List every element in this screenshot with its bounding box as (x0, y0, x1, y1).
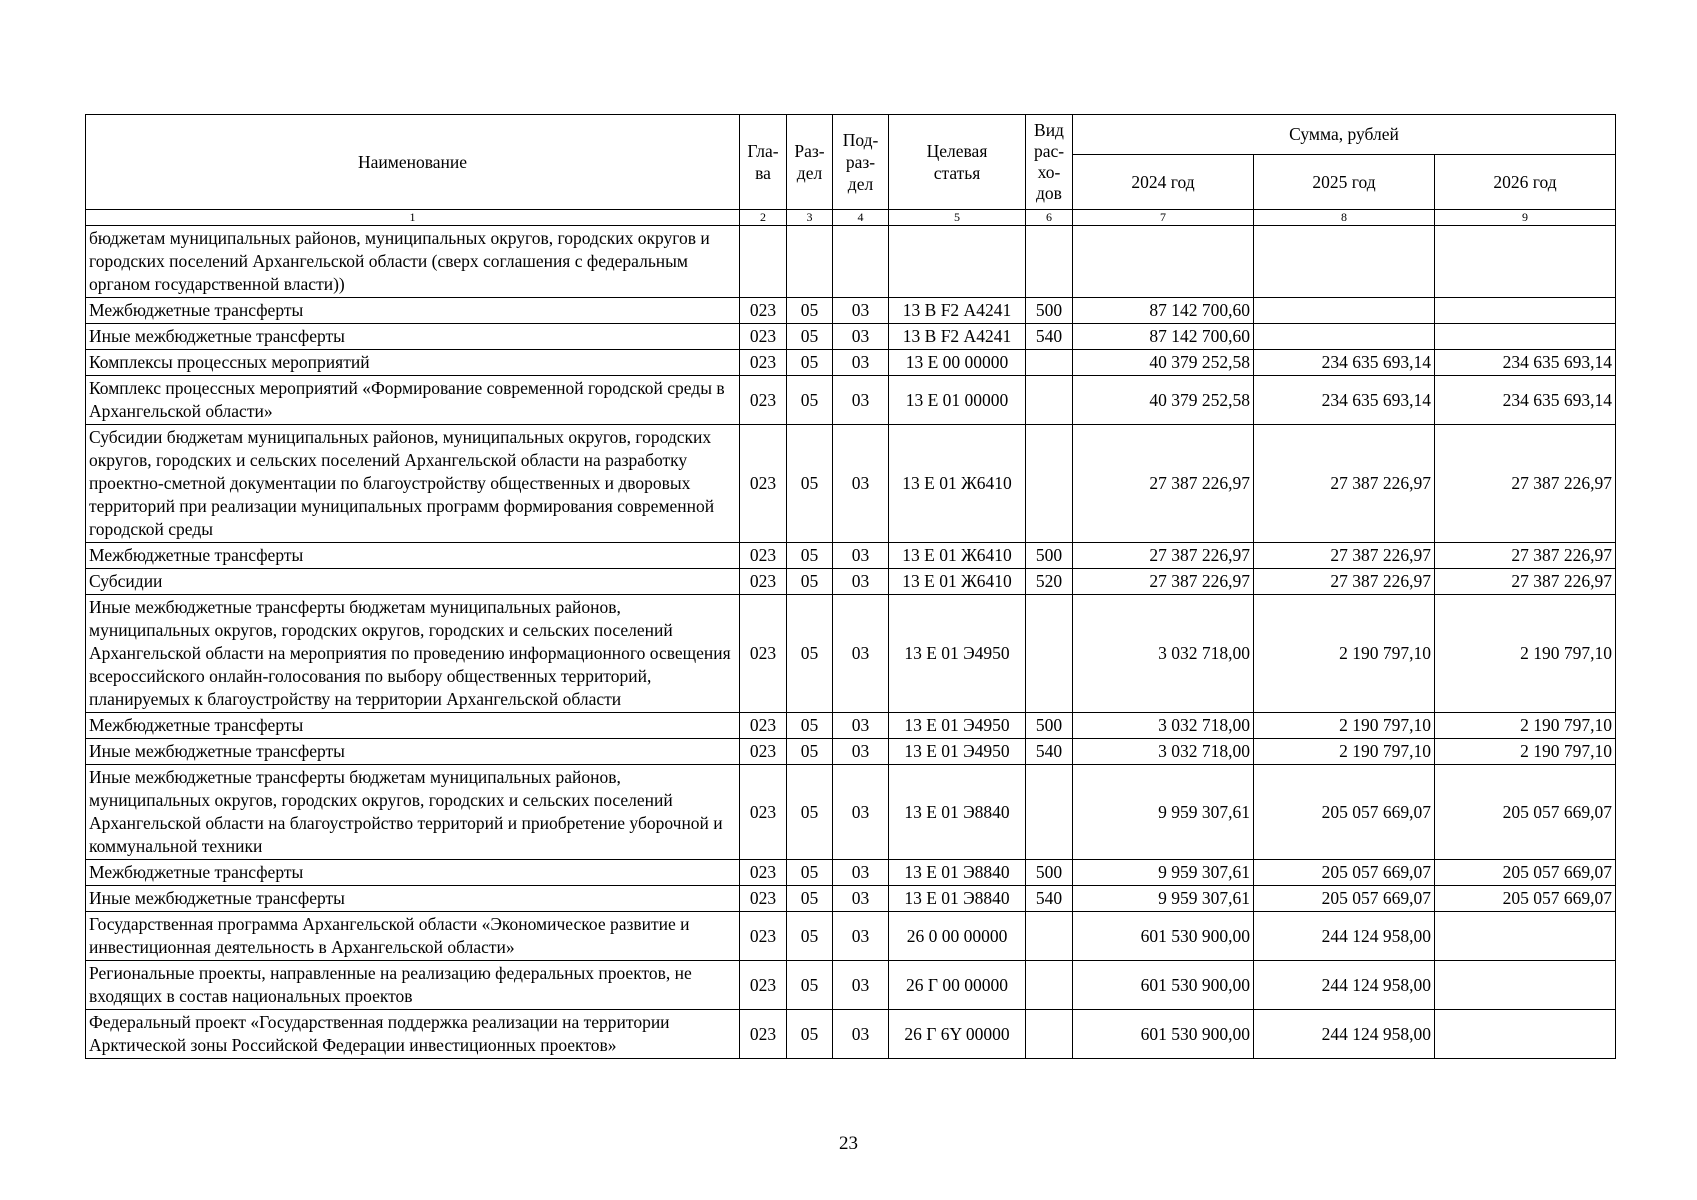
row-name: Межбюджетные трансферты (86, 713, 740, 739)
row-glava: 023 (740, 569, 787, 595)
header-year-2024: 2024 год (1073, 155, 1254, 210)
col-num: 6 (1026, 210, 1073, 226)
row-target: 13 Е 01 Э8840 (889, 860, 1026, 886)
row-glava: 023 (740, 886, 787, 912)
row-sum-2024: 27 387 226,97 (1073, 425, 1254, 543)
row-sum-2025: 205 057 669,07 (1254, 886, 1435, 912)
row-sum-2026: 205 057 669,07 (1435, 860, 1616, 886)
table-row (86, 713, 1616, 739)
col-num: 1 (86, 210, 740, 226)
row-target: 13 Е 01 Э4950 (889, 739, 1026, 765)
row-razdel: 05 (787, 569, 833, 595)
row-vid: 500 (1026, 298, 1073, 324)
row-sum-2024: 40 379 252,58 (1073, 350, 1254, 376)
row-podrazdel: 03 (833, 713, 889, 739)
row-vid (1026, 961, 1073, 1010)
row-sum-2026: 2 190 797,10 (1435, 739, 1616, 765)
row-glava: 023 (740, 543, 787, 569)
row-podrazdel: 03 (833, 350, 889, 376)
row-podrazdel: 03 (833, 569, 889, 595)
row-sum-2024: 3 032 718,00 (1073, 595, 1254, 713)
row-name: Межбюджетные трансферты (86, 298, 740, 324)
row-sum-2026: 2 190 797,10 (1435, 713, 1616, 739)
row-razdel: 05 (787, 350, 833, 376)
header-target: Целевая статья (889, 115, 1026, 210)
row-target: 13 Е 01 Э8840 (889, 765, 1026, 860)
row-razdel: 05 (787, 912, 833, 961)
row-podrazdel: 03 (833, 860, 889, 886)
table-row (86, 350, 1616, 376)
col-num: 2 (740, 210, 787, 226)
row-glava: 023 (740, 860, 787, 886)
row-sum-2024: 9 959 307,61 (1073, 765, 1254, 860)
row-sum-2025: 205 057 669,07 (1254, 860, 1435, 886)
row-name: Государственная программа Архангельской области «Экономическое развитие и инвестиционная деятельность в Архангельской области» (86, 912, 740, 961)
row-razdel: 05 (787, 886, 833, 912)
row-vid (1026, 595, 1073, 713)
row-podrazdel: 03 (833, 765, 889, 860)
row-name: Федеральный проект «Государственная поддержка реализации на территории Арктической зоны Российской Федерации инвестиционных проектов» (86, 1010, 740, 1059)
row-glava (740, 226, 787, 298)
table-row (86, 298, 1616, 324)
row-glava: 023 (740, 961, 787, 1010)
row-glava: 023 (740, 425, 787, 543)
row-name: Межбюджетные трансферты (86, 543, 740, 569)
row-sum-2026 (1435, 324, 1616, 350)
row-sum-2025: 244 124 958,00 (1254, 961, 1435, 1010)
row-name: Иные межбюджетные трансферты (86, 324, 740, 350)
row-sum-2026 (1435, 298, 1616, 324)
table-row (86, 425, 1616, 543)
row-sum-2025 (1254, 298, 1435, 324)
row-name: бюджетам муниципальных районов, муниципальных округов, городских округов и городских поселений Архангельской области (сверх соглашения с федеральным органом государственной власти)) (86, 226, 740, 298)
row-razdel: 05 (787, 1010, 833, 1059)
row-podrazdel: 03 (833, 886, 889, 912)
table-body (86, 226, 1616, 1059)
row-vid: 520 (1026, 569, 1073, 595)
row-razdel: 05 (787, 298, 833, 324)
row-sum-2024: 27 387 226,97 (1073, 543, 1254, 569)
row-name: Иные межбюджетные трансферты бюджетам муниципальных районов, муниципальных округов, городских округов, городских и сельских поселений Архангельской области на мероприятия по проведению информационного освещения всероссийского онлайн-голосования по выбору общественных территорий, планируемых к благоустройству на территории Архангельской области (86, 595, 740, 713)
row-target: 13 В F2 А4241 (889, 298, 1026, 324)
table-row (86, 1010, 1616, 1059)
row-vid: 500 (1026, 860, 1073, 886)
row-vid: 540 (1026, 739, 1073, 765)
row-glava: 023 (740, 350, 787, 376)
row-sum-2026: 205 057 669,07 (1435, 886, 1616, 912)
table-row (86, 376, 1616, 425)
row-sum-2024: 87 142 700,60 (1073, 298, 1254, 324)
col-num: 5 (889, 210, 1026, 226)
row-sum-2025: 244 124 958,00 (1254, 1010, 1435, 1059)
row-sum-2026 (1435, 226, 1616, 298)
row-vid: 540 (1026, 886, 1073, 912)
row-sum-2026 (1435, 912, 1616, 961)
row-sum-2025: 234 635 693,14 (1254, 350, 1435, 376)
header-vid: Вид рас- хо- дов (1026, 115, 1073, 210)
row-glava: 023 (740, 298, 787, 324)
row-name: Региональные проекты, направленные на реализацию федеральных проектов, не входящих в состав национальных проектов (86, 961, 740, 1010)
row-vid: 500 (1026, 713, 1073, 739)
row-razdel: 05 (787, 324, 833, 350)
row-name: Комплекс процессных мероприятий «Формирование современной городской среды в Архангельской области» (86, 376, 740, 425)
row-sum-2024 (1073, 226, 1254, 298)
row-name: Межбюджетные трансферты (86, 860, 740, 886)
row-razdel: 05 (787, 595, 833, 713)
page-number: 23 (839, 1133, 858, 1154)
row-razdel: 05 (787, 739, 833, 765)
col-num: 4 (833, 210, 889, 226)
row-name: Иные межбюджетные трансферты (86, 886, 740, 912)
row-sum-2025: 2 190 797,10 (1254, 595, 1435, 713)
row-razdel: 05 (787, 765, 833, 860)
table-row (86, 860, 1616, 886)
row-glava: 023 (740, 912, 787, 961)
row-podrazdel: 03 (833, 961, 889, 1010)
row-glava: 023 (740, 324, 787, 350)
budget-table (85, 114, 1616, 1059)
table-row (86, 226, 1616, 298)
row-vid (1026, 1010, 1073, 1059)
row-target: 13 Е 01 Э8840 (889, 886, 1026, 912)
row-vid (1026, 350, 1073, 376)
row-podrazdel: 03 (833, 324, 889, 350)
row-target: 26 Г 6Y 00000 (889, 1010, 1026, 1059)
row-sum-2024: 601 530 900,00 (1073, 912, 1254, 961)
row-vid (1026, 765, 1073, 860)
row-glava: 023 (740, 713, 787, 739)
row-name: Субсидии (86, 569, 740, 595)
row-podrazdel: 03 (833, 298, 889, 324)
row-sum-2026 (1435, 961, 1616, 1010)
row-sum-2026: 27 387 226,97 (1435, 543, 1616, 569)
header-razdel: Раз- дел (787, 115, 833, 210)
row-razdel: 05 (787, 961, 833, 1010)
header-glava: Гла- ва (740, 115, 787, 210)
row-sum-2025: 234 635 693,14 (1254, 376, 1435, 425)
row-sum-2026: 234 635 693,14 (1435, 376, 1616, 425)
row-sum-2025: 205 057 669,07 (1254, 765, 1435, 860)
row-podrazdel: 03 (833, 376, 889, 425)
row-glava: 023 (740, 376, 787, 425)
col-num: 8 (1254, 210, 1435, 226)
row-vid: 500 (1026, 543, 1073, 569)
row-glava: 023 (740, 739, 787, 765)
row-podrazdel (833, 226, 889, 298)
row-vid: 540 (1026, 324, 1073, 350)
row-sum-2024: 87 142 700,60 (1073, 324, 1254, 350)
row-sum-2026: 234 635 693,14 (1435, 350, 1616, 376)
col-num: 3 (787, 210, 833, 226)
row-target: 26 0 00 00000 (889, 912, 1026, 961)
row-sum-2026: 205 057 669,07 (1435, 765, 1616, 860)
row-sum-2025 (1254, 226, 1435, 298)
row-sum-2026: 27 387 226,97 (1435, 569, 1616, 595)
row-name: Иные межбюджетные трансферты (86, 739, 740, 765)
header-name: Наименование (86, 115, 740, 210)
row-name: Иные межбюджетные трансферты бюджетам муниципальных районов, муниципальных округов, городских округов, городских и сельских поселений Архангельской области на благоустройство территорий и приобретение уборочной и коммунальной техники (86, 765, 740, 860)
table-row (86, 595, 1616, 713)
col-num: 7 (1073, 210, 1254, 226)
row-glava: 023 (740, 765, 787, 860)
row-target: 13 Е 01 Ж6410 (889, 569, 1026, 595)
row-target: 13 Е 01 Э4950 (889, 595, 1026, 713)
table-row (86, 569, 1616, 595)
row-target: 13 Е 01 Ж6410 (889, 543, 1026, 569)
row-sum-2026: 2 190 797,10 (1435, 595, 1616, 713)
row-target: 13 Е 01 Э4950 (889, 713, 1026, 739)
table-row (86, 961, 1616, 1010)
row-podrazdel: 03 (833, 739, 889, 765)
row-glava: 023 (740, 1010, 787, 1059)
table-row (86, 886, 1616, 912)
row-podrazdel: 03 (833, 1010, 889, 1059)
row-sum-2024: 9 959 307,61 (1073, 860, 1254, 886)
row-target (889, 226, 1026, 298)
header-year-2026: 2026 год (1435, 155, 1616, 210)
table-row (86, 324, 1616, 350)
row-razdel: 05 (787, 543, 833, 569)
row-sum-2025: 2 190 797,10 (1254, 739, 1435, 765)
table-row (86, 543, 1616, 569)
row-vid (1026, 912, 1073, 961)
row-sum-2024: 40 379 252,58 (1073, 376, 1254, 425)
row-target: 13 Е 00 00000 (889, 350, 1026, 376)
row-sum-2024: 3 032 718,00 (1073, 739, 1254, 765)
row-target: 13 В F2 А4241 (889, 324, 1026, 350)
row-razdel (787, 226, 833, 298)
row-podrazdel: 03 (833, 425, 889, 543)
row-vid (1026, 226, 1073, 298)
table-row (86, 912, 1616, 961)
row-sum-2024: 601 530 900,00 (1073, 961, 1254, 1010)
header-year-2025: 2025 год (1254, 155, 1435, 210)
row-target: 26 Г 00 00000 (889, 961, 1026, 1010)
row-sum-2025: 244 124 958,00 (1254, 912, 1435, 961)
row-name: Субсидии бюджетам муниципальных районов, муниципальных округов, городских округов, городских и сельских поселений Архангельской области на разработку проектно-сметной документации по благоустройству общественных и дворовых территорий при реализации муниципальных программ формирования современной городской среды (86, 425, 740, 543)
table-row (86, 765, 1616, 860)
row-sum-2024: 3 032 718,00 (1073, 713, 1254, 739)
row-sum-2024: 9 959 307,61 (1073, 886, 1254, 912)
row-sum-2026 (1435, 1010, 1616, 1059)
row-sum-2025 (1254, 324, 1435, 350)
row-glava: 023 (740, 595, 787, 713)
row-sum-2025: 2 190 797,10 (1254, 713, 1435, 739)
row-vid (1026, 425, 1073, 543)
row-sum-2026: 27 387 226,97 (1435, 425, 1616, 543)
row-name: Комплексы процессных мероприятий (86, 350, 740, 376)
row-podrazdel: 03 (833, 595, 889, 713)
col-num: 9 (1435, 210, 1616, 226)
row-target: 13 Е 01 Ж6410 (889, 425, 1026, 543)
table-row (86, 739, 1616, 765)
header-sum: Сумма, рублей (1073, 115, 1616, 155)
row-sum-2025: 27 387 226,97 (1254, 543, 1435, 569)
row-target: 13 Е 01 00000 (889, 376, 1026, 425)
row-razdel: 05 (787, 425, 833, 543)
row-razdel: 05 (787, 860, 833, 886)
row-sum-2025: 27 387 226,97 (1254, 425, 1435, 543)
row-sum-2024: 27 387 226,97 (1073, 569, 1254, 595)
row-vid (1026, 376, 1073, 425)
row-sum-2025: 27 387 226,97 (1254, 569, 1435, 595)
row-razdel: 05 (787, 376, 833, 425)
row-sum-2024: 601 530 900,00 (1073, 1010, 1254, 1059)
row-podrazdel: 03 (833, 543, 889, 569)
row-podrazdel: 03 (833, 912, 889, 961)
header-podrazdel: Под- раз- дел (833, 115, 889, 210)
row-razdel: 05 (787, 713, 833, 739)
